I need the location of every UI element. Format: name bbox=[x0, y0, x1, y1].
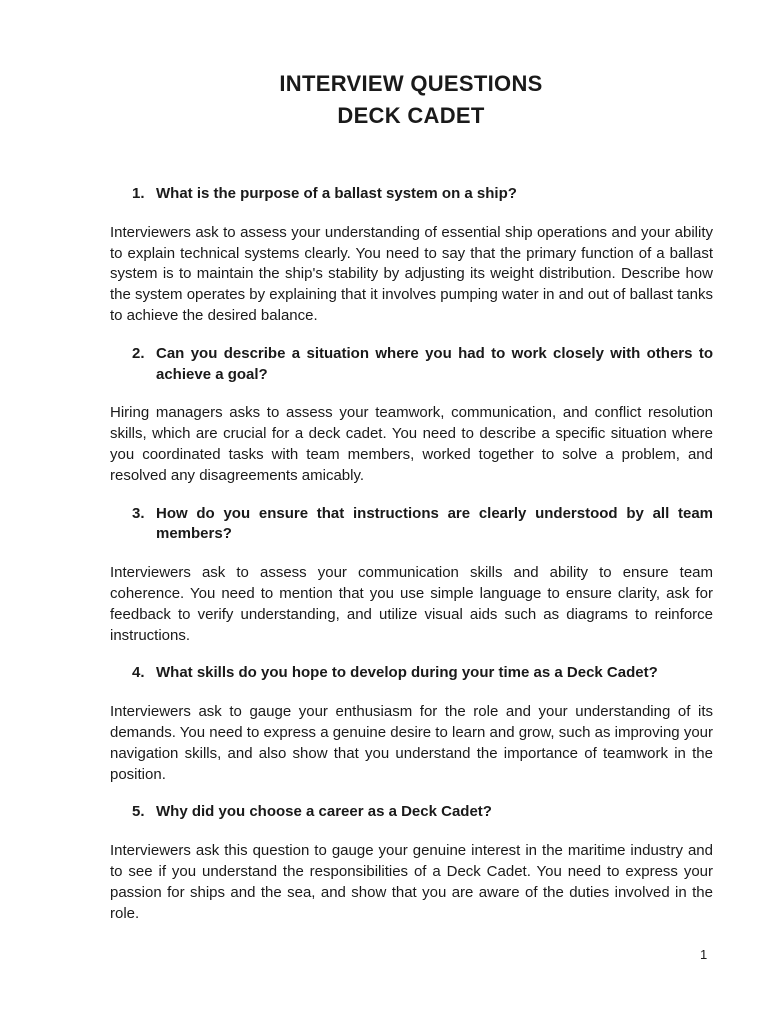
question-number: 2. bbox=[132, 344, 145, 362]
answer-paragraph: Interviewers ask to assess your communication skills and ability to ensure team coherence. You need to mention that you use simple language to ensure clarity, ask for feedback to verify understanding, and utilize visual aids such as diagrams to reinforce instructions. bbox=[110, 564, 713, 644]
question-heading bbox=[110, 504, 713, 546]
qa-item-3 bbox=[110, 504, 713, 647]
title-line-1: INTERVIEW QUESTIONS bbox=[279, 71, 543, 96]
qa-item-1 bbox=[110, 184, 713, 327]
question-number: 1. bbox=[132, 185, 145, 202]
question-heading bbox=[110, 802, 713, 823]
question-text: Why did you choose a career as a Deck Cadet? bbox=[156, 803, 492, 821]
question-number: 5. bbox=[132, 803, 145, 821]
question-number: 3. bbox=[132, 504, 145, 522]
qa-item-4 bbox=[110, 663, 713, 785]
qa-item-5 bbox=[110, 802, 713, 924]
question-text: What is the purpose of a ballast system on a ship? bbox=[156, 185, 517, 202]
qa-list bbox=[110, 184, 713, 941]
answer-paragraph: Hiring managers asks to assess your teamwork, communication, and conflict resolution skills, which are crucial for a deck cadet. You need to describe a specific situation where you coordinated tasks with team members, worked together to solve a problem, and resolved any disagreements amicably. bbox=[110, 404, 713, 484]
question-heading bbox=[110, 663, 713, 684]
answer-paragraph: Interviewers ask to assess your understanding of essential ship operations and your ability to explain technical systems clearly. You need to say that the primary function of a ballast system is to maintain the ship's stability by adjusting its weight distribution. Describe how the system operates by explaining that it involves pumping water in and out of ballast tanks to achieve the desired balance. bbox=[110, 223, 713, 324]
question-heading bbox=[110, 344, 713, 386]
page-title bbox=[0, 68, 768, 132]
page-number: 1 bbox=[700, 947, 708, 962]
title-line-2: DECK CADET bbox=[337, 103, 485, 128]
qa-item-2 bbox=[110, 344, 713, 487]
question-number: 4. bbox=[132, 664, 145, 682]
answer-paragraph: Interviewers ask this question to gauge your genuine interest in the maritime industry and to see if you understand the responsibilities of a Deck Cadet. You need to express your passion for ships and the sea, and show that you are aware of the duties involved in the role. bbox=[110, 842, 713, 922]
answer-paragraph: Interviewers ask to gauge your enthusiasm for the role and your understanding of its demands. You need to express a genuine desire to learn and grow, such as improving your navigation skills, and also show that you understand the importance of teamwork in the position. bbox=[110, 703, 713, 783]
question-heading bbox=[110, 184, 713, 205]
question-text: Can you describe a situation where you had to work closely with others to achieve a goal? bbox=[156, 344, 713, 383]
question-text: What skills do you hope to develop during your time as a Deck Cadet? bbox=[156, 664, 658, 682]
question-text: How do you ensure that instructions are clearly understood by all team members? bbox=[156, 504, 713, 543]
